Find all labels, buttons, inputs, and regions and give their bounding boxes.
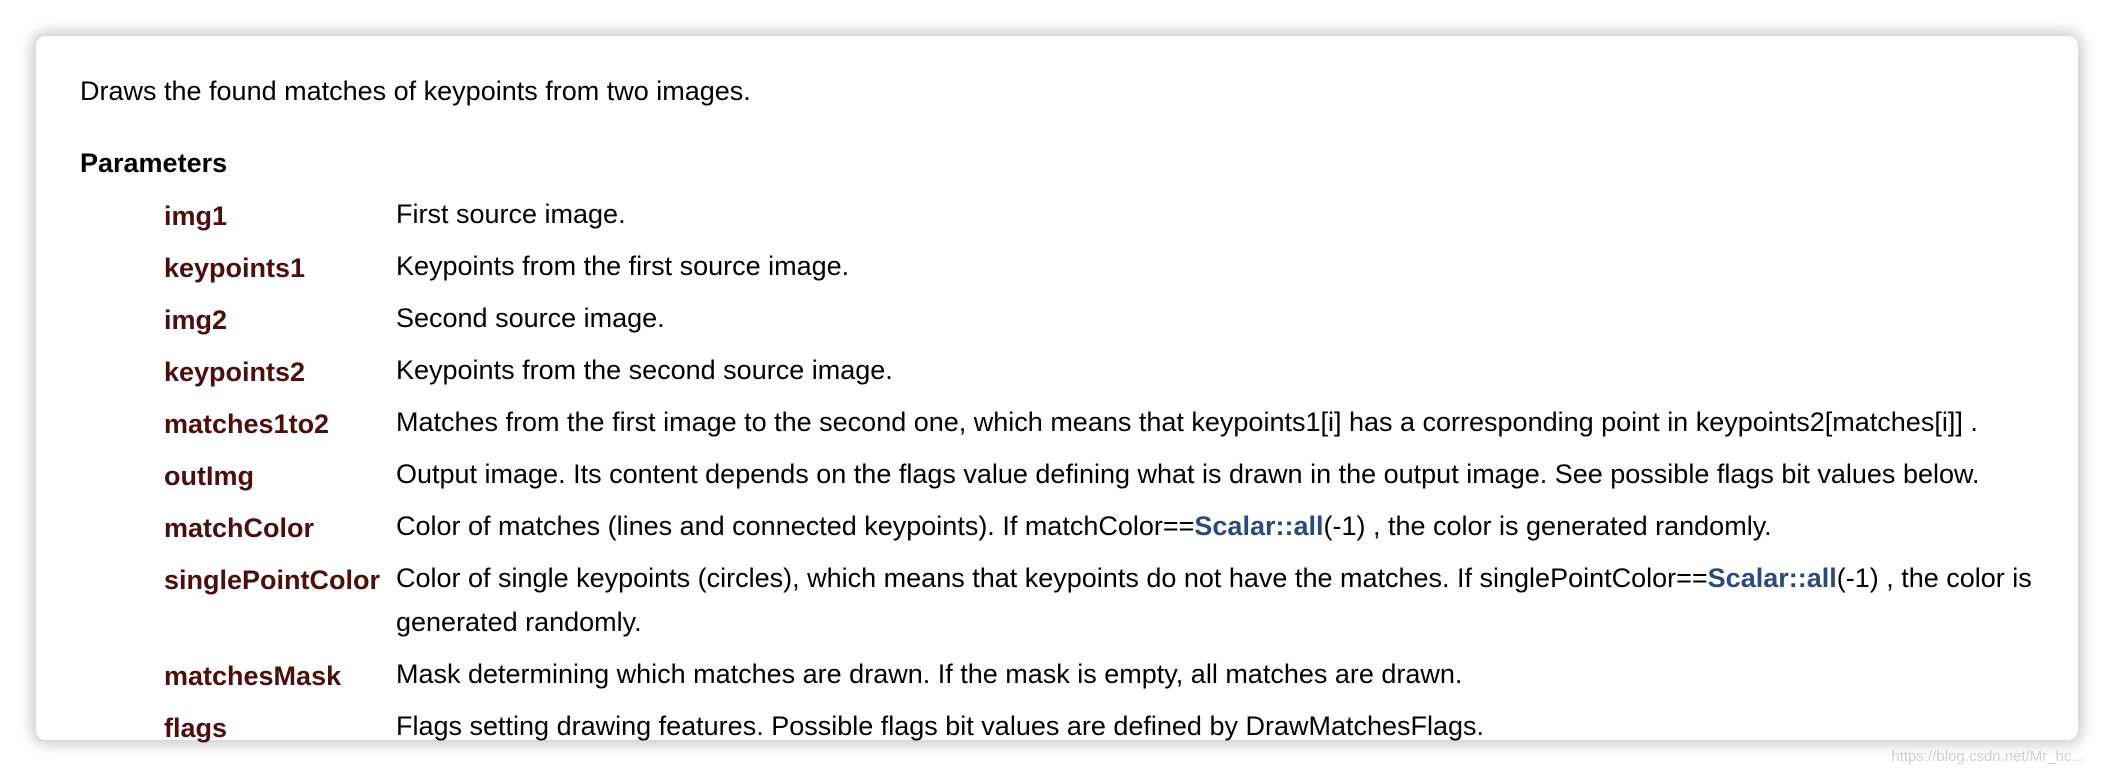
param-description xyxy=(396,556,2092,644)
param-name: matchesMask xyxy=(164,661,342,691)
param-name: keypoints2 xyxy=(164,357,306,387)
param-description: Keypoints from the first source image. xyxy=(396,251,850,281)
param-name: keypoints1 xyxy=(164,253,306,283)
param-name: outImg xyxy=(164,461,254,491)
param-description: Keypoints from the second source image. xyxy=(396,355,893,385)
param-description: Flags setting drawing features. Possible flags bit values are defined by DrawMatchesFlags. xyxy=(396,711,1485,741)
param-description: Second source image. xyxy=(396,303,665,333)
param-name: matchColor xyxy=(164,513,315,543)
parameters-heading: Parameters xyxy=(80,148,228,178)
param-description: Mask determining which matches are drawn. If the mask is empty, all matches are drawn. xyxy=(396,659,1463,689)
param-description: First source image. xyxy=(396,199,626,229)
param-description: Output image. Its content depends on the flags value defining what is drawn in the output image. See possible flags bit values below. xyxy=(396,459,1980,489)
param-description xyxy=(396,504,2092,548)
function-summary: Draws the found matches of keypoints from two images. xyxy=(80,76,751,106)
param-name: img1 xyxy=(164,201,228,231)
param-description: Matches from the first image to the second one, which means that keypoints1[i] has a corresponding point in keypoints2[matches[i]] . xyxy=(396,407,1978,437)
desc-text-before: Color of matches (lines and connected keypoints). If matchColor== xyxy=(396,511,1195,541)
desc-text-before: Color of single keypoints (circles), which means that keypoints do not have the matches. If singlePointColor== xyxy=(396,563,1708,593)
desc-text-after: (-1) , the color is generated randomly. xyxy=(396,563,2032,637)
param-name: singlePointColor xyxy=(164,565,380,595)
doc-card xyxy=(36,36,2078,743)
watermark: https://blog.csdn.net/Mr_hc... xyxy=(1891,748,2084,765)
param-name: flags xyxy=(164,713,228,743)
param-name: img2 xyxy=(164,305,228,335)
param-name: matches1to2 xyxy=(164,409,330,439)
scalar-all-link[interactable]: Scalar::all xyxy=(1194,511,1324,541)
desc-text-after: (-1) , the color is generated randomly. xyxy=(1323,511,1772,541)
scalar-all-link[interactable]: Scalar::all xyxy=(1707,563,1837,593)
